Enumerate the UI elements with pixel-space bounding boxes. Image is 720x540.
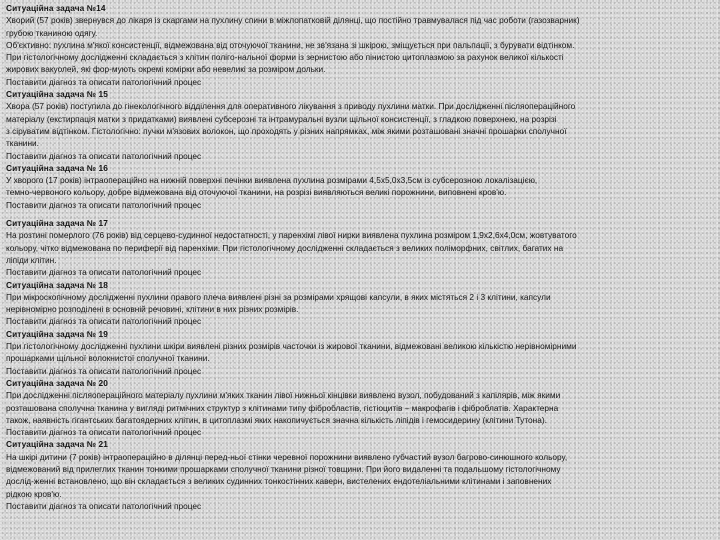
text-line: нерівномірно розподілені в основній речовині, клітини в них різних розмірів. — [6, 304, 299, 315]
text-line: При гістологічному дослідженні пухлини шкіри виявлені різних розмірів часточки із жирової тканини, відмежовані великою кількістю нерівномірними — [6, 341, 577, 352]
text-line: Поставити діагноз та описати патологічний процес — [6, 150, 202, 161]
task-heading: Ситуаційна задача № 20 — [6, 377, 108, 388]
text-line: рідкою кров'ю. — [6, 488, 62, 499]
text-line: кольору, чітко відмежована по периферії від паренхіми. При гістологічному дослідженні складається з великих поліморфних, світлих, багатих на — [6, 242, 564, 253]
task-heading: Ситуаційна задача № 15 — [6, 89, 108, 100]
text-line: На шкірі дитини (7 років) інтраопераційно в ділянці перед-ньої стінки черевної порожнини виявлено губчастий вузол багрово-синюшного кольору, — [6, 451, 568, 462]
text-line: Поставити діагноз та описати патологічний процес — [6, 427, 202, 438]
text-line: відмежований від прилеглих тканин тонкими прошарками сполучної тканини різної товщини. При його видаленні та подальшому гістологічному — [6, 463, 561, 474]
task-heading: Ситуаційна задача № 16 — [6, 162, 108, 173]
text-line: При гістологічному дослідженні складається з клітин полігo-нальної форми із зернистою або пінистою цитоплазмою за рахунок великої кількості — [6, 52, 564, 63]
text-line: Поставити діагноз та описати патологічний процес — [6, 316, 202, 327]
text-line: ліпіди клітин. — [6, 254, 57, 265]
text-line: темно-червоного кольору, добре відмежована від оточуючої тканини, на розрізі виявляються великі порожнини, виповнені кров'ю. — [6, 187, 507, 198]
text-line: Поставити діагноз та описати патологічний процес — [6, 199, 202, 210]
text-line: Хвора (57 років) поступила до гінекологічного відділення для оперативного лікування з приводу пухлини матки. При дослідженні післяопераційного — [6, 101, 576, 112]
task-heading: Ситуаційна задача № 17 — [6, 218, 108, 229]
task-heading: Ситуаційна задача № 21 — [6, 439, 108, 450]
text-line: Хворий (57 років) звернувся до лікаря із скаргами на пухлину спини в міжлопатковій ділянці, що постійно травмувалася під час роботи (газозварник) — [6, 15, 580, 26]
task-heading: Ситуаційна задача № 19 — [6, 328, 108, 339]
text-line: Поставити діагноз та описати патологічний процес — [6, 500, 202, 511]
task-heading: Ситуаційна задача №14 — [6, 3, 106, 13]
text-line: При дослідженні післяопераційного матеріалу пухлини м'яких тканин лівої нижньої кінцівки виявлено вузол, побудований з капілярів, між якими — [6, 390, 561, 401]
text-line: також, наявність гігантських багатоядерних клітин, в цитоплазмі яких накопичується значна кількість ліпідів і гемосидерину (клітини Тутона). — [6, 414, 547, 425]
task-heading: Ситуаційна задача № 18 — [6, 279, 108, 290]
text-line: Об'єктивно: пухлина м'якої консистенції, відмежована від оточуючої тканини, не зв'язана зі шкірою, зміщується при пальпації, з бурувати відтінком. — [6, 39, 575, 50]
text-line: Поставити діагноз та описати патологічний процес — [6, 267, 202, 278]
text-line: Поставити діагноз та описати патологічний процес — [6, 76, 202, 87]
text-line: прошарками щільної волокнистої сполучної тканини. — [6, 353, 210, 364]
text-line: При мікроскопічному дослідженні пухлини правого плеча виявлені різні за розмірами хрящові капсули, в яких містяться 2 і 3 клітини, капсули — [6, 291, 551, 302]
text-line: На розтині померлого (76 років) від серцево-судинної недостатності, у паренхімі лівої нирки виявлена пухлина розміром 1,9х2,6х4,0см, жовтуватого — [6, 230, 577, 241]
text-line: У хворого (17 років) інтраопераційно на нижній поверхні печінки виявлена пухлина розмірами 4,5х5,0х3,5см із субсерозною локалізацією, — [6, 175, 538, 186]
text-line: з сіруватим відтінком. Гістологічно: пучки м'язових волокон, що проходять у різних напрямках, між якими розташовані значні прошарки сполучної — [6, 125, 567, 136]
text-line: розташована сполучна тканина у вигляді ритмічних структур з клітинами типу фібробластів, гістіоцитів – макрофагів і фіброблатів. Характерна — [6, 402, 559, 413]
text-line: дослід-женні встановлено, що він складається з великих судинних тонкостінних каверн, вистелених ендотеліальними клітинами і заповнених — [6, 476, 552, 487]
text-line: матеріалу (екстирпація матки з придатками) виявлені субсерозні та інтрамуральні вузли щільної консистенції, з гладкою поверхнею, на розрізі — [6, 113, 557, 124]
text-line: грубою тканиною одягу. — [6, 27, 98, 38]
text-line: тканини. — [6, 138, 39, 149]
text-line: жирових вакуолей, які фор-мують окремі комірки або невеликі за розміром дольки. — [6, 64, 326, 75]
text-line: Поставити діагноз та описати патологічний процес — [6, 365, 202, 376]
